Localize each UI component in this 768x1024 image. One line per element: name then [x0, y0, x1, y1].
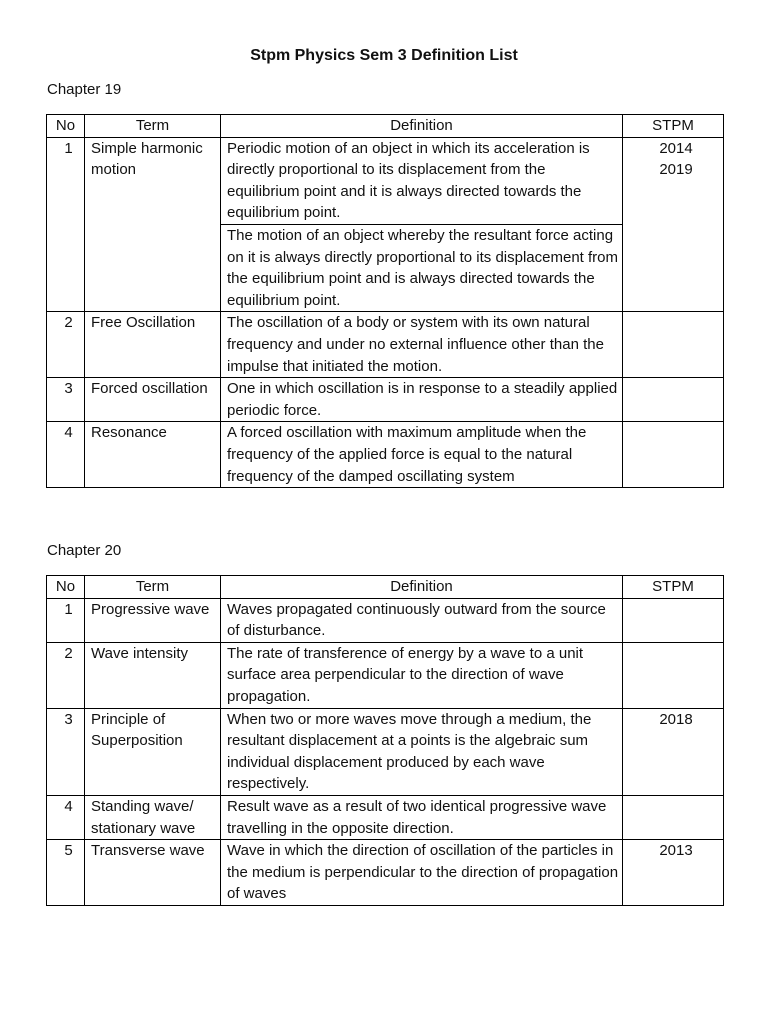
- row-number: 1: [47, 598, 85, 642]
- row-term: Resonance: [85, 422, 221, 488]
- table-header-row: [47, 115, 724, 138]
- row-term: Transverse wave: [85, 840, 221, 906]
- stpm-year: 2019: [659, 161, 693, 179]
- row-term: Wave intensity: [85, 642, 221, 708]
- header-definition: Definition: [221, 576, 623, 599]
- table-row: [47, 708, 724, 795]
- row-stpm: [623, 378, 724, 422]
- row-stpm: [623, 422, 724, 488]
- table-header-row: [47, 576, 724, 599]
- chapter-19-heading: Chapter 19: [47, 81, 122, 98]
- row-stpm: [623, 137, 724, 312]
- header-definition: Definition: [221, 115, 623, 138]
- row-definition: When two or more waves move through a medium, the resultant displacement at a points is the algebraic sum individual displacement produced by each wave respectively.: [221, 708, 623, 795]
- document-title: Stpm Physics Sem 3 Definition List: [250, 47, 518, 64]
- header-stpm: STPM: [623, 115, 724, 138]
- table-row: [47, 378, 724, 422]
- header-term: Term: [85, 576, 221, 599]
- row-stpm: [623, 795, 724, 839]
- table-row: [47, 137, 724, 312]
- row-term: Free Oscillation: [85, 312, 221, 378]
- header-term: Term: [85, 115, 221, 138]
- row-stpm: [623, 598, 724, 642]
- chapter-20-heading: Chapter 20: [47, 542, 122, 559]
- row-definition: A forced oscillation with maximum amplitude when the frequency of the applied force is equal to the natural frequency of the damped oscillating system: [221, 422, 623, 488]
- row-term: Forced oscillation: [85, 378, 221, 422]
- row-number: 5: [47, 840, 85, 906]
- row-number: 3: [47, 378, 85, 422]
- row-stpm: 2018: [623, 708, 724, 795]
- header-stpm: STPM: [623, 576, 724, 599]
- row-definition: One in which oscillation is in response to a steadily applied periodic force.: [221, 378, 623, 422]
- row-number: 4: [47, 422, 85, 488]
- header-no: No: [47, 576, 85, 599]
- row-definition: [221, 137, 623, 312]
- row-stpm: [623, 642, 724, 708]
- table-row: [47, 422, 724, 488]
- table-row: [47, 795, 724, 839]
- row-number: 3: [47, 708, 85, 795]
- row-term: Simple harmonic motion: [85, 137, 221, 312]
- row-number: 1: [47, 137, 85, 312]
- stpm-year: 2014: [659, 139, 693, 157]
- row-definition: The rate of transference of energy by a wave to a unit surface area perpendicular to the direction of wave propagation.: [221, 642, 623, 708]
- header-no: No: [47, 115, 85, 138]
- table-row: [47, 312, 724, 378]
- row-stpm: [623, 312, 724, 378]
- row-definition: The oscillation of a body or system with its own natural frequency and under no external influence other than the impulse that initiated the motion.: [221, 312, 623, 378]
- row-term: Standing wave/ stationary wave: [85, 795, 221, 839]
- row-definition: Waves propagated continuously outward from the source of disturbance.: [221, 598, 623, 642]
- definition-part: Periodic motion of an object in which its acceleration is directly proportional to its displacement from the equilibrium point and it is always directed towards the equilibrium point.: [221, 138, 622, 225]
- chapter-20-table: [46, 575, 724, 906]
- chapter-19-table: [46, 114, 724, 488]
- row-definition: Wave in which the direction of oscillation of the particles in the medium is perpendicular to the direction of propagation of waves: [221, 840, 623, 906]
- row-number: 2: [47, 312, 85, 378]
- row-term: Principle of Superposition: [85, 708, 221, 795]
- row-number: 2: [47, 642, 85, 708]
- table-row: [47, 642, 724, 708]
- row-definition: Result wave as a result of two identical progressive wave travelling in the opposite direction.: [221, 795, 623, 839]
- row-number: 4: [47, 795, 85, 839]
- row-term: Progressive wave: [85, 598, 221, 642]
- row-stpm: 2013: [623, 840, 724, 906]
- definition-part: The motion of an object whereby the resultant force acting on it is always directly proportional to its displacement from the equilibrium point and is always directed towards the equilibrium point.: [227, 226, 618, 309]
- table-row: [47, 840, 724, 906]
- table-row: [47, 598, 724, 642]
